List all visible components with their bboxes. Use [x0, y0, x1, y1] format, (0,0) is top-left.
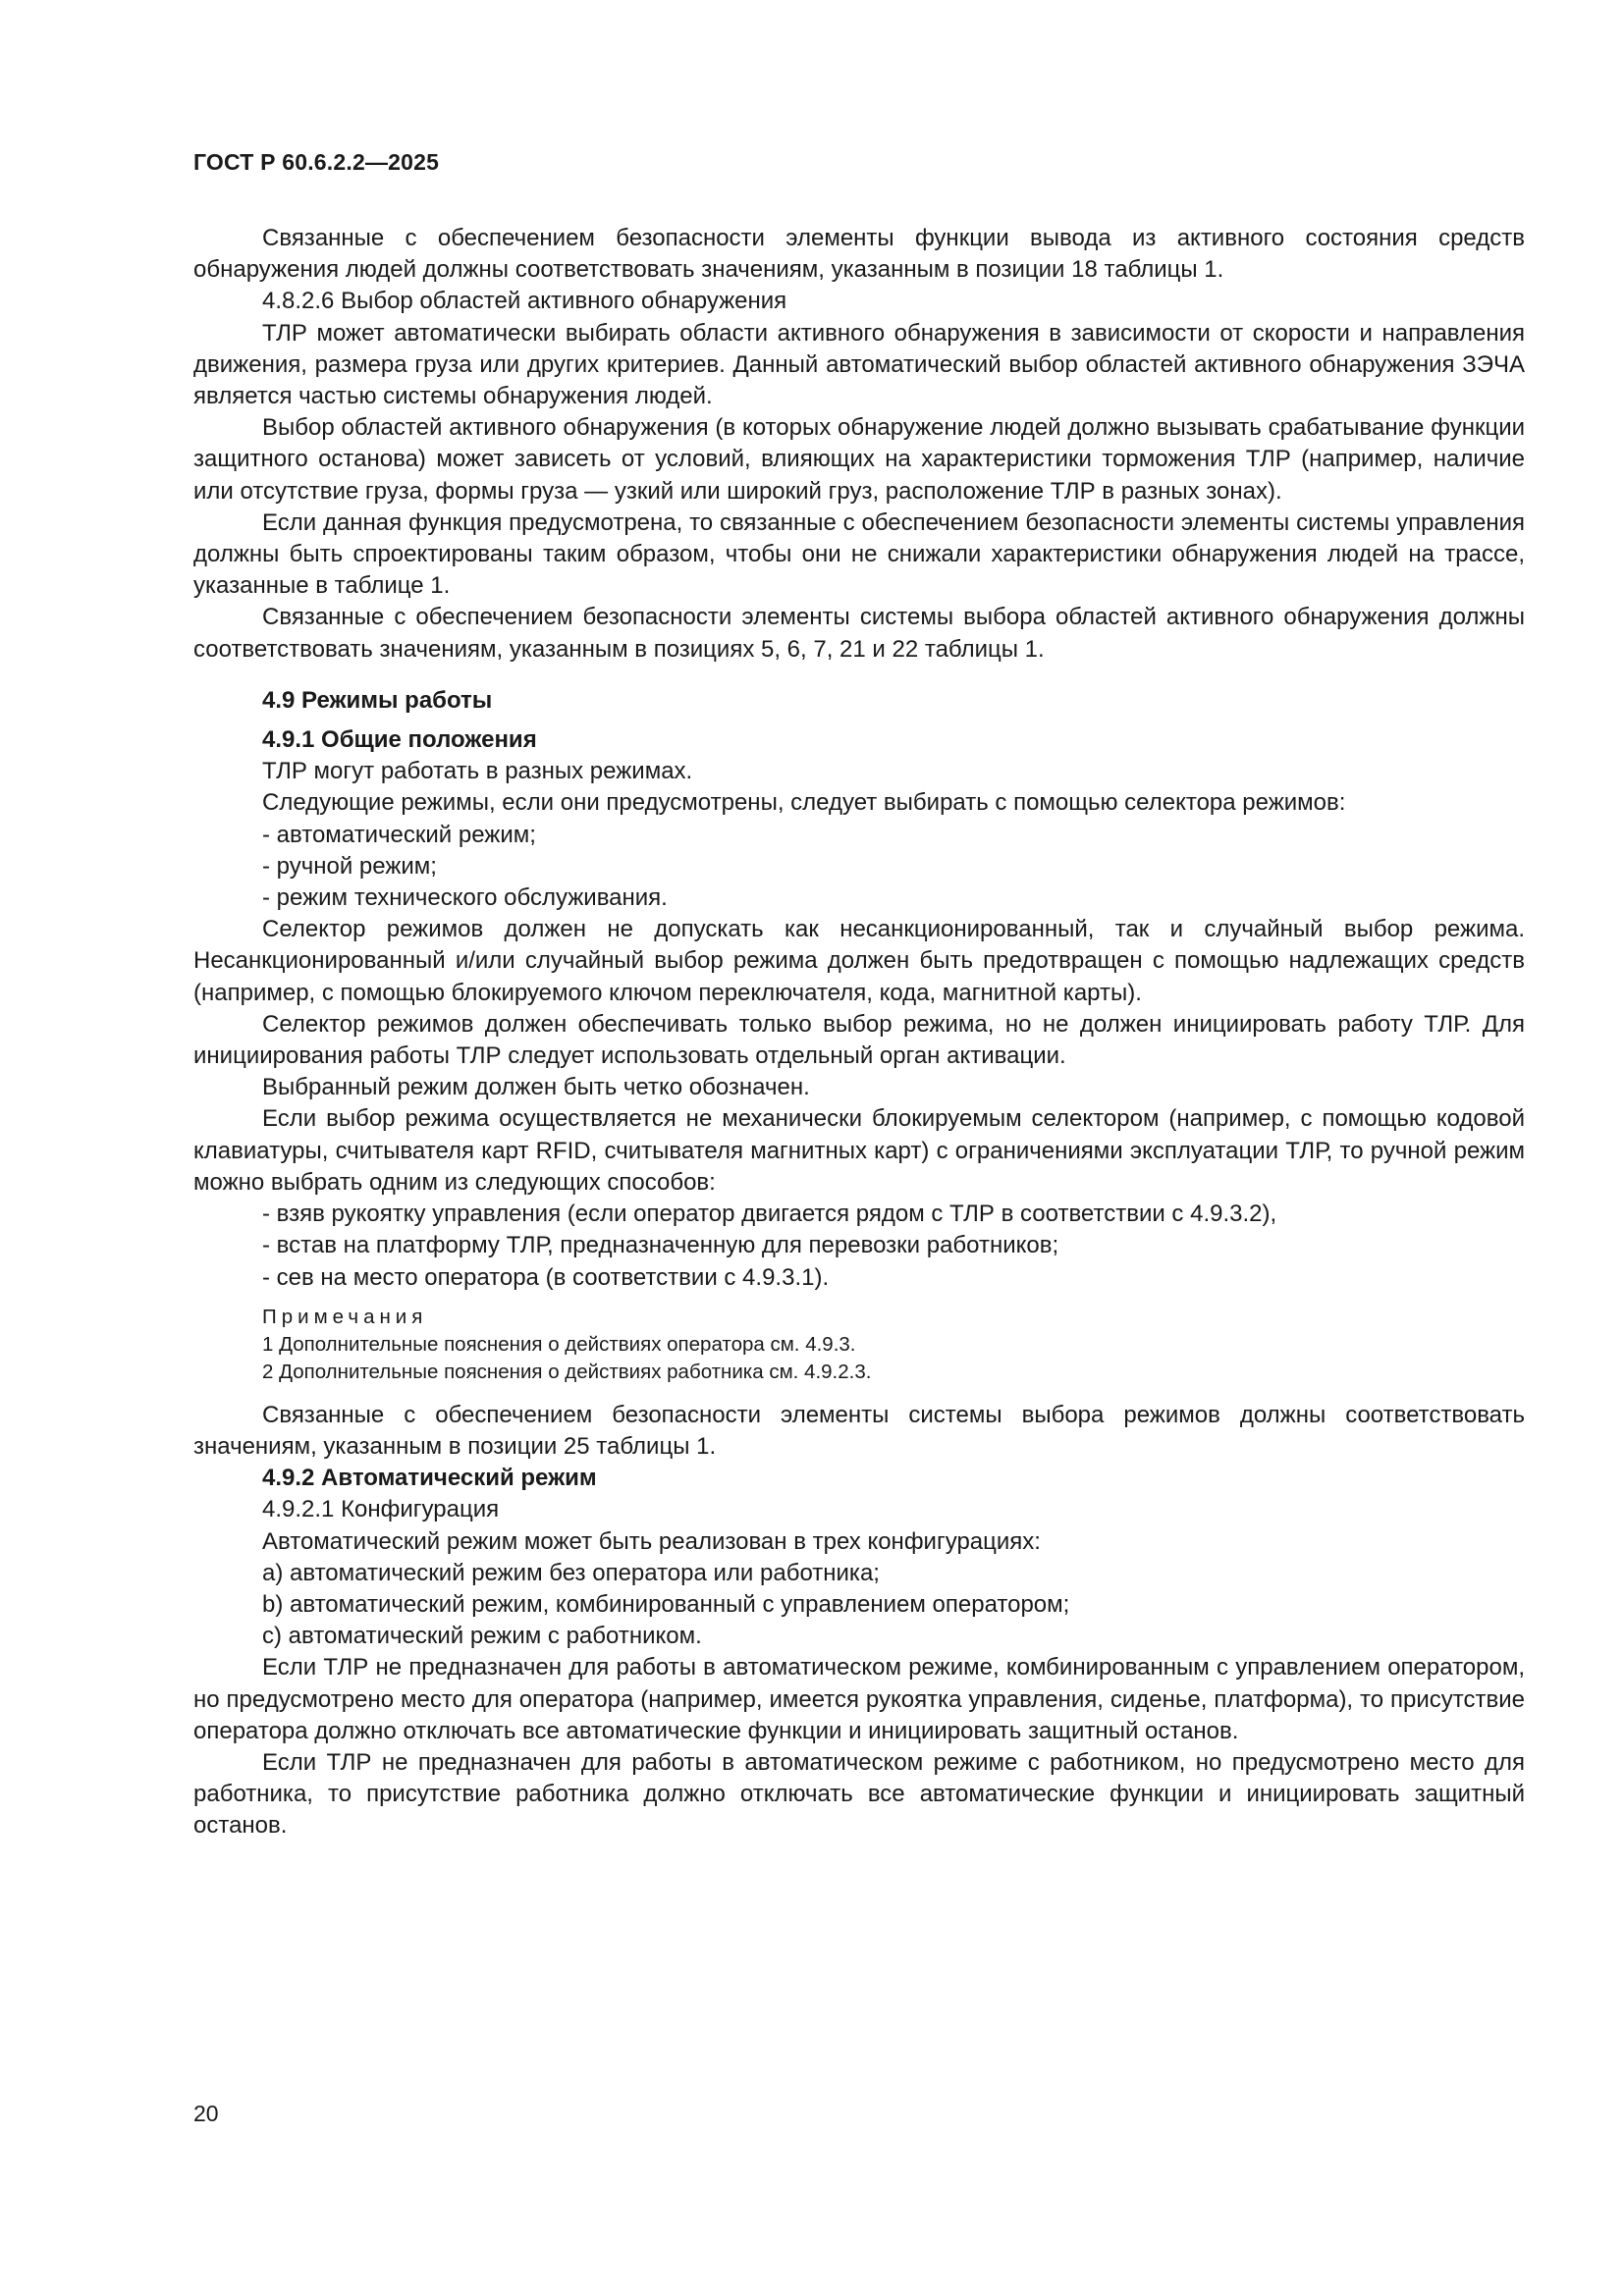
note-item: 2 Дополнительные пояснения о действиях работника см. 4.9.2.3. — [262, 1360, 872, 1383]
paragraph: Если выбор режима осуществляется не механически блокируемым селектором (например, с помощью кодовой клавиатуры, считывателя карт RFID, считывателя магнитных карт) с ограничениями эксплуатации ТЛР, то ручной режим можно выбрать одним из следующих способов: — [193, 1105, 1525, 1196]
paragraph: Связанные с обеспечением безопасности элементы системы выбора режимов должны соответствовать значениям, указанным в позиции 25 таблицы 1. — [193, 1401, 1525, 1460]
subsection-heading: 4.9.2 Автоматический режим — [262, 1465, 597, 1492]
list-item: - режим технического обслуживания. — [262, 884, 668, 912]
paragraph: Выбранный режим должен быть четко обозначен. — [262, 1074, 810, 1101]
clause-title: 4.9.2.1 Конфигурация — [262, 1496, 500, 1523]
document-body — [193, 223, 1525, 1842]
paragraph: ТЛР могут работать в разных режимах. — [262, 758, 693, 785]
list-item: - сев на место оператора (в соответствии с 4.9.3.1). — [262, 1263, 830, 1291]
list-item: - взяв рукоятку управления (если оператор двигается рядом с ТЛР в соответствии с 4.9.3.2), — [262, 1201, 1277, 1228]
paragraph: Селектор режимов должен обеспечивать только выбор режима, но не должен инициировать работу ТЛР. Для инициирования работы ТЛР следует использовать отдельный орган активации. — [193, 1010, 1525, 1070]
paragraph: Выбор областей активного обнаружения (в которых обнаружение людей должно вызывать срабатывание функции защитного останова) может зависеть от условий, влияющих на характеристики торможения ТЛР (например, наличие или отсутствие груза, формы груза — узкий или широкий груз, расположение ТЛР в разных зонах). — [193, 414, 1525, 505]
section-heading: 4.9 Режимы работы — [262, 686, 493, 714]
list-item: - автоматический режим; — [262, 821, 536, 848]
paragraph: Если ТЛР не предназначен для работы в автоматическом режиме с работником, но предусмотрено место для работника, то присутствие работника должно отключать все автоматические функции и инициировать защитный останов. — [193, 1748, 1525, 1840]
list-item: b) автоматический режим, комбинированный с управлением оператором; — [262, 1590, 1070, 1618]
paragraph: Селектор режимов должен не допускать как несанкционированный, так и случайный выбор режима. Несанкционированный и/или случайный выбор режима должен быть предотвращен с помощью надлежащих средств (например, с помощью блокируемого ключом переключателя, кода, магнитной карты). — [193, 916, 1525, 1006]
list-item: - ручной режим; — [262, 852, 437, 880]
paragraph: Связанные с обеспечением безопасности элементы функции вывода из активного состояния средств обнаружения людей должны соответствовать значениям, указанным в позиции 18 таблицы 1. — [193, 225, 1525, 284]
list-item: c) автоматический режим с работником. — [262, 1623, 702, 1650]
paragraph: ТЛР может автоматически выбирать области активного обнаружения в зависимости от скорости и направления движения, размера груза или других критериев. Данный автоматический выбор областей активного обнаружения ЗЭЧА является частью системы обнаружения людей. — [193, 319, 1525, 410]
list-item: a) автоматический режим без оператора или работника; — [262, 1559, 880, 1586]
paragraph: Если данная функция предусмотрена, то связанные с обеспечением безопасности элементы системы управления должны быть спроектированы таким образом, чтобы они не снижали характеристики обнаружения людей на трассе, указанные в таблице 1. — [193, 508, 1525, 600]
note-item: 1 Дополнительные пояснения о действиях оператора см. 4.9.3. — [262, 1332, 856, 1356]
paragraph: Автоматический режим может быть реализован в трех конфигурациях: — [262, 1527, 1041, 1555]
page-number: 20 — [193, 2101, 219, 2126]
document-header-code: ГОСТ Р 60.6.2.2—2025 — [193, 149, 440, 175]
paragraph: Если ТЛР не предназначен для работы в автоматическом режиме, комбинированным с управлением оператором, но предусмотрено место для оператора (например, имеется рукоятка управления, сиденье, платформа), то присутствие оператора должно отключать все автоматические функции и инициировать защитный останов. — [193, 1654, 1525, 1744]
paragraph: Следующие режимы, если они предусмотрены, следует выбирать с помощью селектора режимов: — [262, 789, 1346, 817]
notes-title: Примечания — [262, 1305, 428, 1328]
notes-block — [193, 1304, 1525, 1386]
list-item: - встав на платформу ТЛР, предназначенную для перевозки работников; — [262, 1232, 1059, 1259]
subsection-heading: 4.9.1 Общие положения — [262, 726, 537, 754]
paragraph: Связанные с обеспечением безопасности элементы системы выбора областей активного обнаружения должны соответствовать значениям, указанным в позициях 5, 6, 7, 21 и 22 таблицы 1. — [193, 604, 1525, 663]
clause-title: 4.8.2.6 Выбор областей активного обнаружения — [262, 288, 787, 315]
